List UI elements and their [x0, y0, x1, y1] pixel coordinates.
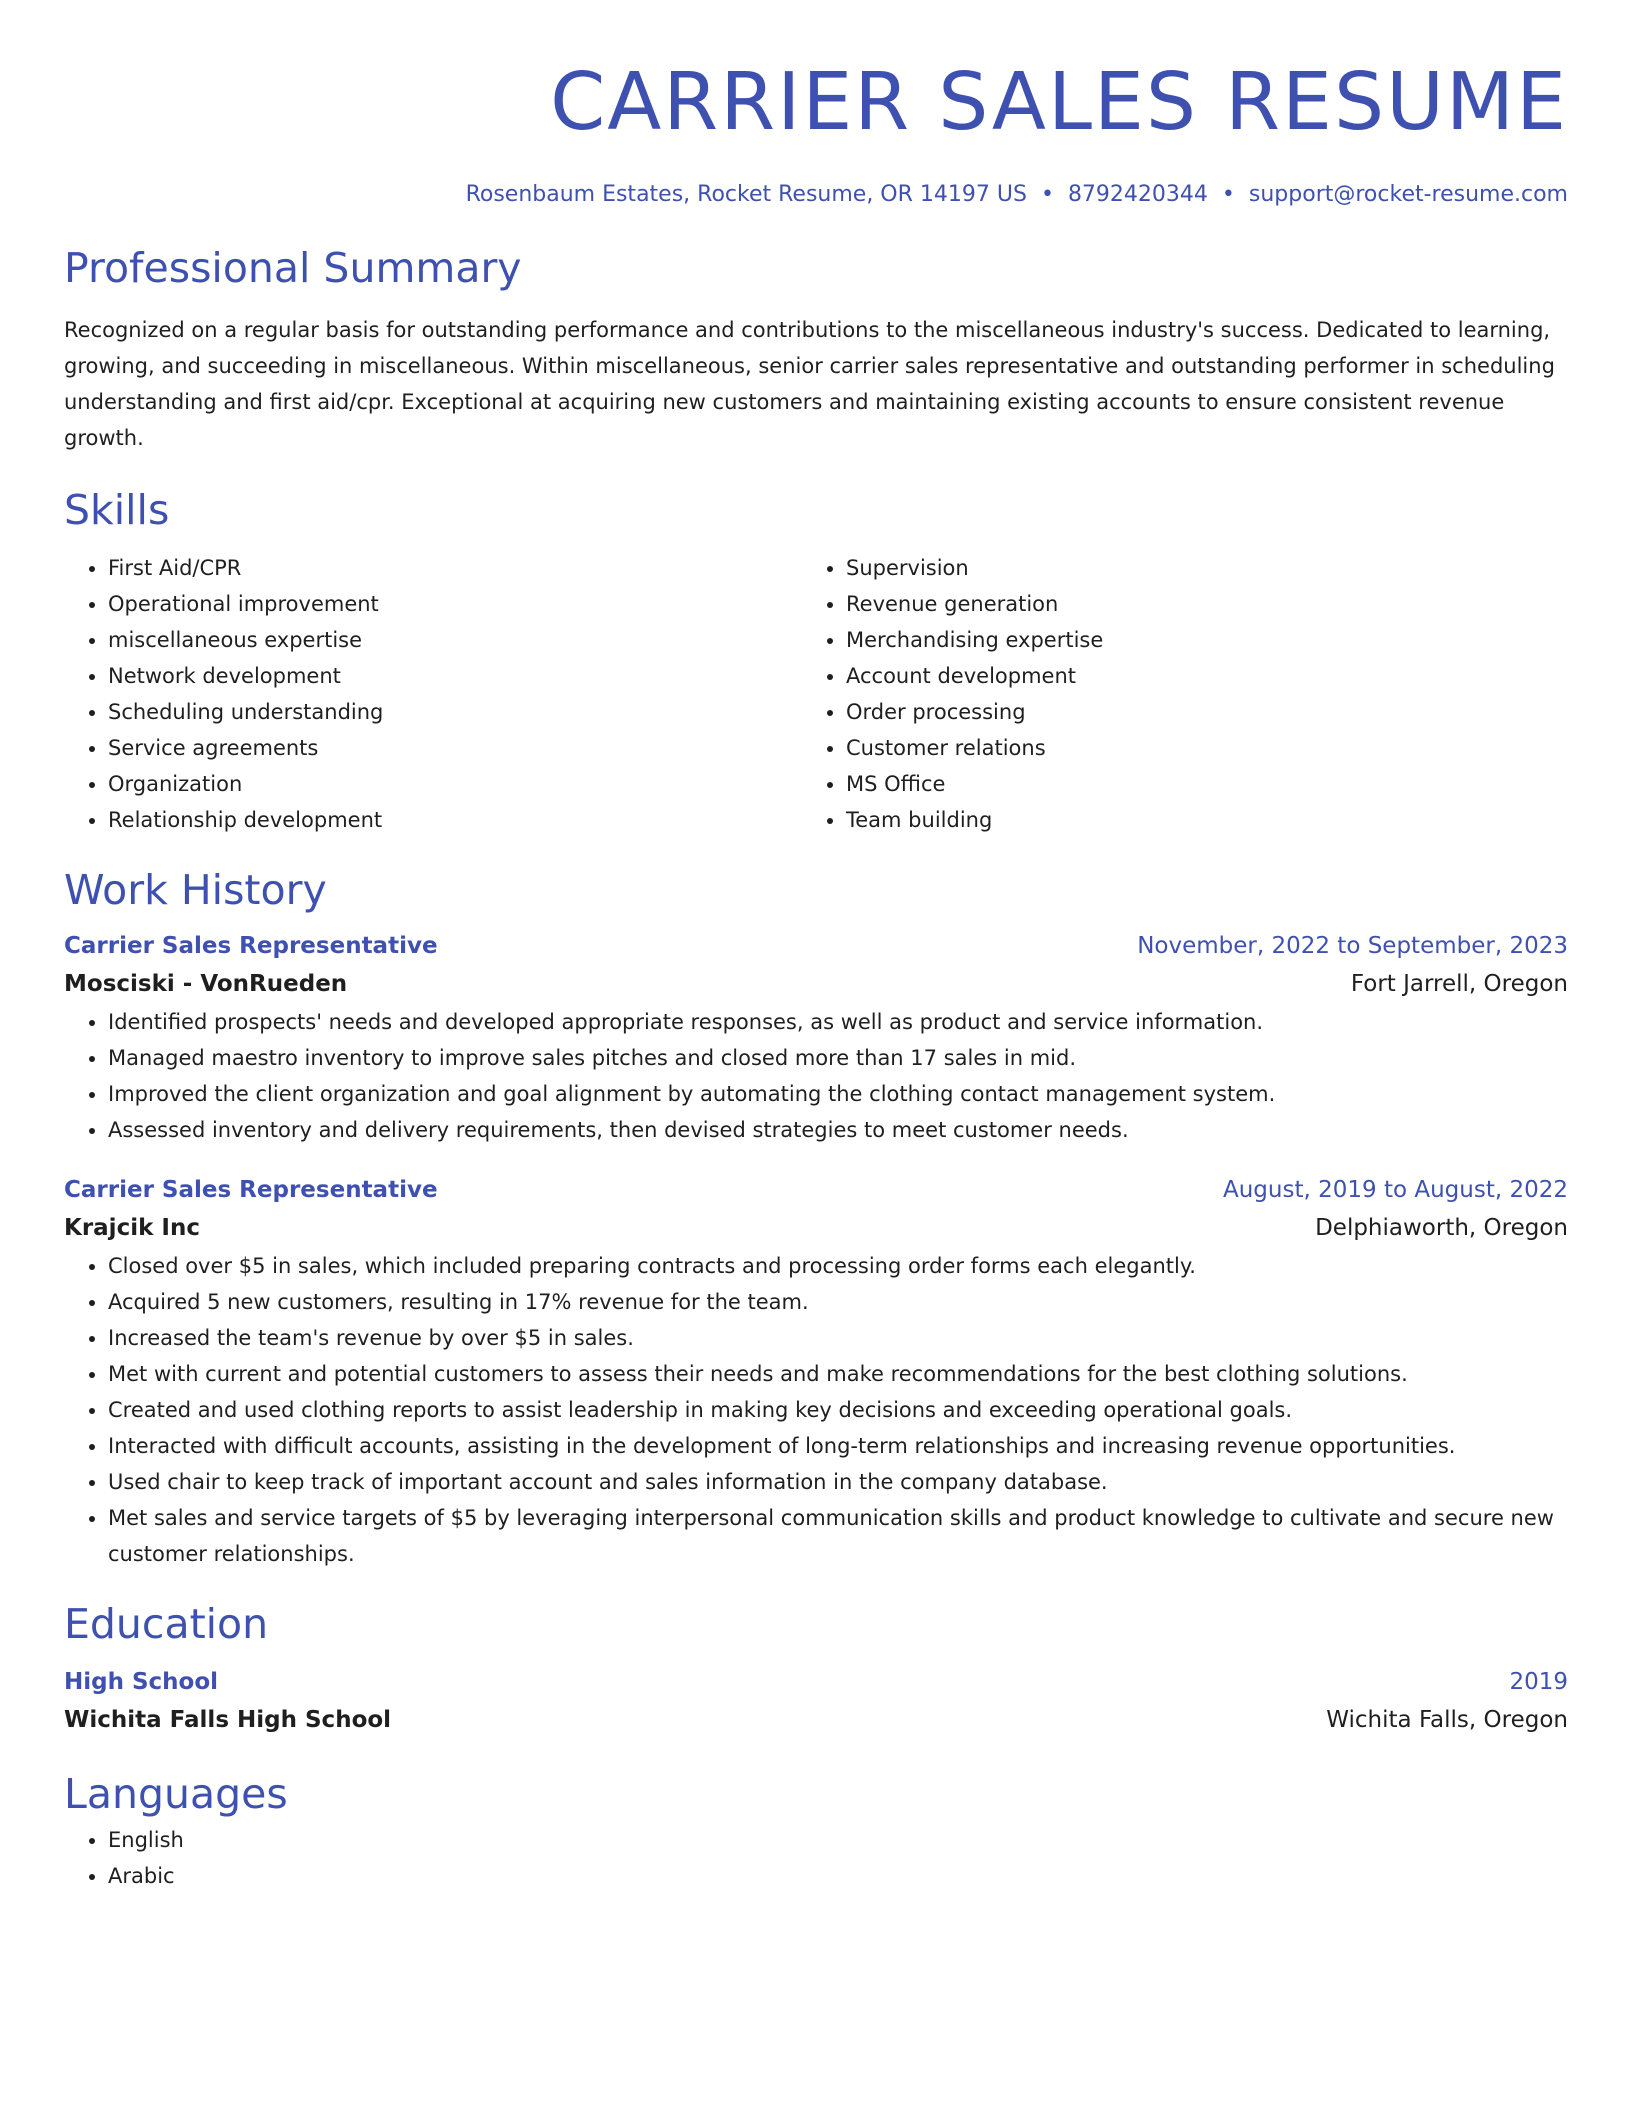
education-year: 2019: [1509, 1669, 1568, 1695]
job-location: Delphiaworth, Oregon: [1315, 1215, 1568, 1241]
job-bullet-list: [64, 1004, 1568, 1148]
job-header: [64, 928, 1568, 964]
education-header: [64, 1664, 1568, 1700]
skill-item: • Team building: [846, 802, 1540, 838]
job-dates: November, 2022 to September, 2023: [1137, 933, 1568, 959]
skill-item: • Organization: [108, 766, 802, 802]
skill-item: • MS Office: [846, 766, 1540, 802]
education-school: Wichita Falls High School: [64, 1707, 392, 1733]
job-role: Carrier Sales Representative: [64, 933, 438, 959]
skill-item: • Operational improvement: [108, 586, 802, 622]
skill-item: • Revenue generation: [846, 586, 1540, 622]
job-entry: [64, 928, 1568, 1148]
skill-item: • Supervision: [846, 550, 1540, 586]
skill-item: • Service agreements: [108, 730, 802, 766]
job-bullet: • Met with current and potential customers to assess their needs and make recommendations for the best clothing solutions.: [108, 1356, 1568, 1392]
job-company: Krajcik Inc: [64, 1215, 200, 1241]
job-bullet: • Increased the team's revenue by over $5 in sales.: [108, 1320, 1568, 1356]
contact-separator: •: [1040, 182, 1054, 207]
skill-item: • Relationship development: [108, 802, 802, 838]
skill-item: • Order processing: [846, 694, 1540, 730]
job-bullet: • Assessed inventory and delivery requirements, then devised strategies to meet customer needs.: [108, 1112, 1568, 1148]
skill-item: • First Aid/CPR: [108, 550, 802, 586]
job-bullet: • Met sales and service targets of $5 by leveraging interpersonal communication skills and product knowledge to cultivate and secure new customer relationships.: [108, 1500, 1568, 1572]
job-entry: [64, 1172, 1568, 1572]
job-subheader: [64, 1208, 1568, 1248]
skill-item: • Merchandising expertise: [846, 622, 1540, 658]
job-company: Mosciski - VonRueden: [64, 971, 348, 997]
job-header: [64, 1172, 1568, 1208]
job-bullet: • Identified prospects' needs and developed appropriate responses, as well as product and service information.: [108, 1004, 1568, 1040]
skill-item: • miscellaneous expertise: [108, 622, 802, 658]
skill-item: • Account development: [846, 658, 1540, 694]
job-bullet: • Used chair to keep track of important account and sales information in the company database.: [108, 1464, 1568, 1500]
skills-grid: [64, 550, 1568, 838]
job-bullet: • Interacted with difficult accounts, assisting in the development of long-term relationships and increasing revenue opportunities.: [108, 1428, 1568, 1464]
resume-title: CARRIER SALES RESUME: [550, 56, 1568, 148]
language-item: • Arabic: [108, 1858, 1568, 1894]
summary-text: Recognized on a regular basis for outstanding performance and contributions to the miscellaneous industry's success. Dedicated to learning, growing, and succeeding in miscellaneous. Within miscellaneous, senior carrier sales representative and outstanding performer in scheduling understanding and first aid/cpr. Exceptional at acquiring new customers and maintaining existing accounts to ensure consistent revenue growth.: [64, 318, 1555, 450]
section-title-work-history: Work History: [64, 866, 327, 914]
contact-phone: 8792420344: [1067, 182, 1208, 207]
job-bullet-list: [64, 1248, 1568, 1572]
contact-address: Rosenbaum Estates, Rocket Resume, OR 14197 US: [465, 182, 1027, 207]
skill-item: • Scheduling understanding: [108, 694, 802, 730]
contact-email[interactable]: support@rocket-resume.com: [1248, 182, 1568, 207]
language-item: • English: [108, 1822, 1568, 1858]
job-bullet: • Managed maestro inventory to improve sales pitches and closed more than 17 sales in mid.: [108, 1040, 1568, 1076]
skills-right-list: [802, 550, 1540, 838]
section-title-languages: Languages: [64, 1770, 288, 1818]
job-bullet: • Acquired 5 new customers, resulting in 17% revenue for the team.: [108, 1284, 1568, 1320]
skills-left-list: [64, 550, 802, 838]
job-location: Fort Jarrell, Oregon: [1350, 971, 1568, 997]
section-title-skills: Skills: [64, 486, 170, 534]
section-title-education: Education: [64, 1600, 269, 1648]
contact-separator: •: [1221, 182, 1235, 207]
skill-item: • Network development: [108, 658, 802, 694]
job-subheader: [64, 964, 1568, 1004]
languages-list: [64, 1822, 1568, 1894]
skill-item: • Customer relations: [846, 730, 1540, 766]
job-bullet: • Improved the client organization and goal alignment by automating the clothing contact management system.: [108, 1076, 1568, 1112]
job-bullet: • Closed over $5 in sales, which included preparing contracts and processing order forms each elegantly.: [108, 1248, 1568, 1284]
education-location: Wichita Falls, Oregon: [1326, 1707, 1568, 1733]
contact-line: [64, 180, 1568, 210]
job-bullet: • Created and used clothing reports to assist leadership in making key decisions and exceeding operational goals.: [108, 1392, 1568, 1428]
job-dates: August, 2019 to August, 2022: [1223, 1177, 1568, 1203]
education-subheader: [64, 1700, 1568, 1740]
education-degree: High School: [64, 1669, 219, 1695]
job-role: Carrier Sales Representative: [64, 1177, 438, 1203]
section-title-summary: Professional Summary: [64, 244, 522, 292]
